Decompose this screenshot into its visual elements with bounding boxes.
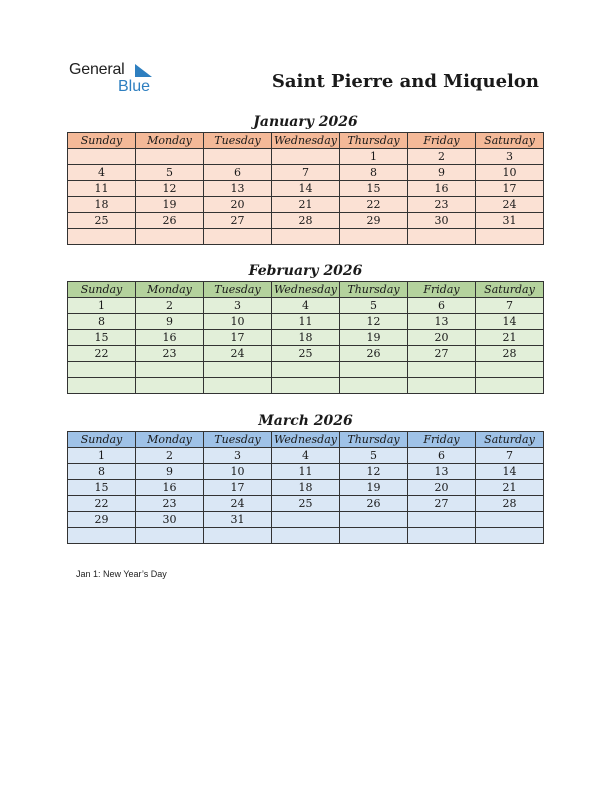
day-cell: 31	[204, 512, 272, 528]
day-cell: 25	[272, 346, 340, 362]
day-cell: 17	[204, 480, 272, 496]
day-cell: 14	[272, 181, 340, 197]
empty-day-cell	[272, 362, 340, 378]
empty-day-cell	[204, 149, 272, 165]
day-cell: 24	[204, 496, 272, 512]
day-cell: 26	[340, 346, 408, 362]
day-cell: 28	[476, 346, 544, 362]
country-title: Saint Pierre and Miquelon	[271, 71, 539, 92]
week-row	[68, 512, 544, 528]
empty-day-cell	[272, 528, 340, 544]
weekday-header: Friday	[408, 282, 476, 298]
empty-day-cell	[476, 362, 544, 378]
week-row	[68, 362, 544, 378]
day-cell: 10	[204, 464, 272, 480]
week-row	[68, 298, 544, 314]
day-cell: 7	[272, 165, 340, 181]
weekday-header: Thursday	[340, 282, 408, 298]
empty-day-cell	[408, 512, 476, 528]
month-february	[67, 261, 544, 394]
day-cell: 22	[340, 197, 408, 213]
day-cell: 8	[340, 165, 408, 181]
empty-day-cell	[136, 149, 204, 165]
empty-day-cell	[204, 378, 272, 394]
day-cell: 8	[68, 464, 136, 480]
generalblue-logo	[69, 61, 169, 97]
weekday-header-row	[68, 133, 544, 149]
day-cell: 23	[136, 346, 204, 362]
day-cell: 30	[408, 213, 476, 229]
week-row	[68, 314, 544, 330]
day-cell: 15	[68, 330, 136, 346]
week-row	[68, 496, 544, 512]
day-cell: 27	[408, 346, 476, 362]
calendar-table	[67, 132, 544, 245]
day-cell: 25	[272, 496, 340, 512]
day-cell: 20	[408, 330, 476, 346]
weekday-header: Monday	[136, 282, 204, 298]
day-cell: 16	[136, 330, 204, 346]
day-cell: 12	[340, 314, 408, 330]
day-cell: 26	[136, 213, 204, 229]
weekday-header: Thursday	[340, 432, 408, 448]
empty-day-cell	[136, 378, 204, 394]
day-cell: 4	[272, 298, 340, 314]
weekday-header: Sunday	[68, 282, 136, 298]
weekday-header: Saturday	[476, 133, 544, 149]
week-row	[68, 378, 544, 394]
empty-day-cell	[476, 378, 544, 394]
day-cell: 19	[340, 480, 408, 496]
weekday-header: Wednesday	[272, 432, 340, 448]
empty-day-cell	[340, 229, 408, 245]
day-cell: 21	[272, 197, 340, 213]
weekday-header: Tuesday	[204, 282, 272, 298]
day-cell: 5	[340, 298, 408, 314]
week-row	[68, 528, 544, 544]
day-cell: 11	[272, 314, 340, 330]
weekday-header: Wednesday	[272, 282, 340, 298]
empty-day-cell	[136, 528, 204, 544]
day-cell: 15	[68, 480, 136, 496]
day-cell: 17	[204, 330, 272, 346]
weekday-header: Sunday	[68, 133, 136, 149]
day-cell: 14	[476, 464, 544, 480]
empty-day-cell	[408, 378, 476, 394]
day-cell: 1	[340, 149, 408, 165]
day-cell: 6	[408, 298, 476, 314]
day-cell: 19	[340, 330, 408, 346]
empty-day-cell	[204, 229, 272, 245]
month-january	[67, 112, 544, 245]
weekday-header: Thursday	[340, 133, 408, 149]
day-cell: 6	[204, 165, 272, 181]
empty-day-cell	[68, 378, 136, 394]
week-row	[68, 346, 544, 362]
day-cell: 7	[476, 448, 544, 464]
day-cell: 14	[476, 314, 544, 330]
empty-day-cell	[136, 229, 204, 245]
day-cell: 22	[68, 496, 136, 512]
day-cell: 23	[408, 197, 476, 213]
week-row	[68, 165, 544, 181]
day-cell: 10	[204, 314, 272, 330]
day-cell: 7	[476, 298, 544, 314]
weekday-header: Tuesday	[204, 432, 272, 448]
day-cell: 20	[204, 197, 272, 213]
day-cell: 18	[68, 197, 136, 213]
day-cell: 24	[476, 197, 544, 213]
month-title: March 2026	[258, 413, 353, 429]
week-row	[68, 213, 544, 229]
day-cell: 21	[476, 480, 544, 496]
day-cell: 9	[136, 314, 204, 330]
weekday-header: Wednesday	[272, 133, 340, 149]
empty-day-cell	[340, 528, 408, 544]
day-cell: 2	[408, 149, 476, 165]
day-cell: 13	[408, 464, 476, 480]
weekday-header: Monday	[136, 432, 204, 448]
week-row	[68, 448, 544, 464]
empty-day-cell	[408, 229, 476, 245]
week-row	[68, 480, 544, 496]
day-cell: 6	[408, 448, 476, 464]
day-cell: 11	[272, 464, 340, 480]
day-cell: 24	[204, 346, 272, 362]
empty-day-cell	[476, 528, 544, 544]
empty-day-cell	[340, 378, 408, 394]
day-cell: 15	[340, 181, 408, 197]
weekday-header: Friday	[408, 133, 476, 149]
holiday-note: Jan 1: New Year’s Day	[76, 569, 167, 579]
day-cell: 13	[408, 314, 476, 330]
logo-text-blue: Blue	[118, 78, 151, 95]
weekday-header: Tuesday	[204, 133, 272, 149]
weekday-header: Monday	[136, 133, 204, 149]
empty-day-cell	[408, 528, 476, 544]
weekday-header-row	[68, 282, 544, 298]
weekday-header: Friday	[408, 432, 476, 448]
logo-triangle-icon	[133, 63, 153, 79]
week-row	[68, 464, 544, 480]
empty-day-cell	[476, 229, 544, 245]
empty-day-cell	[272, 149, 340, 165]
empty-day-cell	[204, 528, 272, 544]
empty-day-cell	[340, 362, 408, 378]
day-cell: 26	[340, 496, 408, 512]
day-cell: 9	[136, 464, 204, 480]
day-cell: 19	[136, 197, 204, 213]
day-cell: 1	[68, 448, 136, 464]
weekday-header: Saturday	[476, 282, 544, 298]
empty-day-cell	[272, 512, 340, 528]
empty-day-cell	[136, 362, 204, 378]
day-cell: 23	[136, 496, 204, 512]
day-cell: 25	[68, 213, 136, 229]
weekday-header: Sunday	[68, 432, 136, 448]
day-cell: 10	[476, 165, 544, 181]
week-row	[68, 330, 544, 346]
empty-day-cell	[204, 362, 272, 378]
month-title: January 2026	[253, 114, 358, 130]
day-cell: 3	[476, 149, 544, 165]
empty-day-cell	[340, 512, 408, 528]
day-cell: 17	[476, 181, 544, 197]
day-cell: 16	[136, 480, 204, 496]
day-cell: 28	[476, 496, 544, 512]
empty-day-cell	[68, 528, 136, 544]
day-cell: 27	[204, 213, 272, 229]
day-cell: 8	[68, 314, 136, 330]
day-cell: 20	[408, 480, 476, 496]
day-cell: 3	[204, 448, 272, 464]
month-title: February 2026	[248, 263, 363, 279]
day-cell: 18	[272, 330, 340, 346]
holiday-notes	[76, 569, 167, 579]
day-cell: 29	[68, 512, 136, 528]
day-cell: 29	[340, 213, 408, 229]
weekday-header-row	[68, 432, 544, 448]
weekday-header: Saturday	[476, 432, 544, 448]
day-cell: 4	[272, 448, 340, 464]
day-cell: 12	[136, 181, 204, 197]
week-row	[68, 229, 544, 245]
day-cell: 9	[408, 165, 476, 181]
day-cell: 21	[476, 330, 544, 346]
week-row	[68, 181, 544, 197]
week-row	[68, 197, 544, 213]
week-row	[68, 149, 544, 165]
day-cell: 1	[68, 298, 136, 314]
day-cell: 2	[136, 298, 204, 314]
empty-day-cell	[68, 229, 136, 245]
day-cell: 4	[68, 165, 136, 181]
day-cell: 18	[272, 480, 340, 496]
month-march	[67, 411, 544, 544]
empty-day-cell	[68, 362, 136, 378]
day-cell: 22	[68, 346, 136, 362]
day-cell: 16	[408, 181, 476, 197]
day-cell: 2	[136, 448, 204, 464]
logo-text-general: General	[69, 61, 125, 78]
day-cell: 31	[476, 213, 544, 229]
day-cell: 28	[272, 213, 340, 229]
day-cell: 30	[136, 512, 204, 528]
calendar-table	[67, 281, 544, 394]
day-cell: 12	[340, 464, 408, 480]
day-cell: 11	[68, 181, 136, 197]
day-cell: 13	[204, 181, 272, 197]
day-cell: 3	[204, 298, 272, 314]
day-cell: 5	[340, 448, 408, 464]
empty-day-cell	[476, 512, 544, 528]
empty-day-cell	[272, 378, 340, 394]
empty-day-cell	[408, 362, 476, 378]
empty-day-cell	[272, 229, 340, 245]
day-cell: 5	[136, 165, 204, 181]
calendar-table	[67, 431, 544, 544]
day-cell: 27	[408, 496, 476, 512]
empty-day-cell	[68, 149, 136, 165]
